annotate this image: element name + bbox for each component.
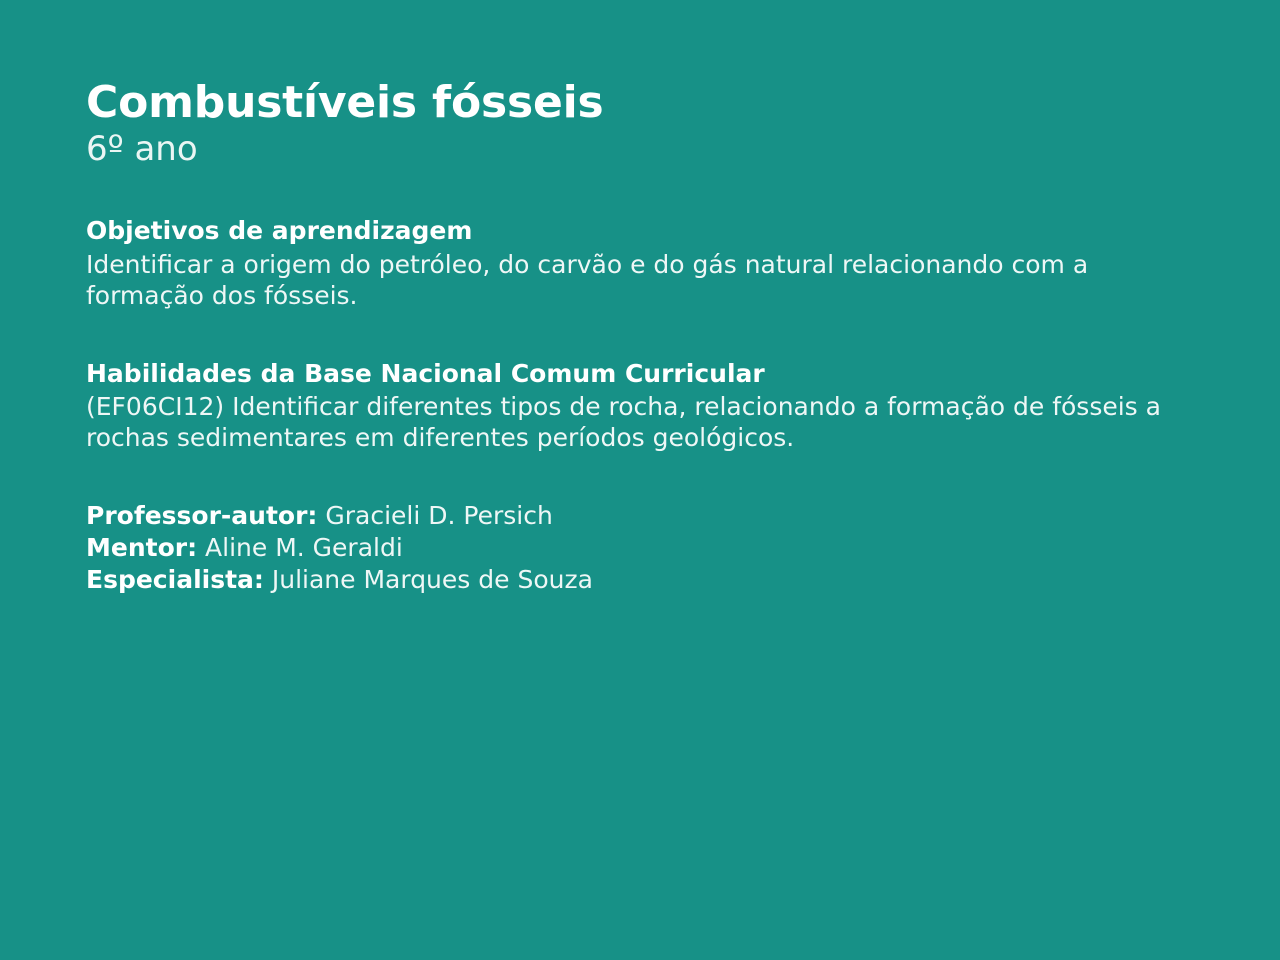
- credit-label-author: Professor-autor:: [86, 500, 318, 530]
- section-bncc-skills: [86, 358, 1194, 454]
- section-heading-bncc-skills: Habilidades da Base Nacional Comum Curricular: [86, 358, 765, 388]
- credit-line-mentor: [86, 532, 1194, 564]
- credit-line-specialist: [86, 564, 1194, 596]
- section-learning-objectives: [86, 215, 1194, 311]
- credit-label-mentor: Mentor:: [86, 532, 198, 562]
- page-subtitle: 6º ano: [86, 129, 198, 170]
- credit-line-author: [86, 500, 1194, 532]
- section-body-learning-objectives: Identificar a origem do petróleo, do carvão e do gás natural relacionando com a formação dos fósseis.: [86, 249, 1089, 311]
- credits-block: [86, 500, 1194, 596]
- credit-value-mentor: Aline M. Geraldi: [205, 532, 403, 562]
- credit-value-specialist: Juliane Marques de Souza: [271, 564, 593, 594]
- section-body-bncc-skills: (EF06CI12) Identificar diferentes tipos de rocha, relacionando a formação de fósseis a rochas sedimentares em diferentes períodos geológicos.: [86, 391, 1161, 453]
- section-heading-learning-objectives: Objetivos de aprendizagem: [86, 216, 473, 246]
- page-title: Combustíveis fósseis: [86, 77, 604, 128]
- credit-value-author: Gracieli D. Persich: [325, 500, 553, 530]
- credit-label-specialist: Especialista:: [86, 564, 264, 594]
